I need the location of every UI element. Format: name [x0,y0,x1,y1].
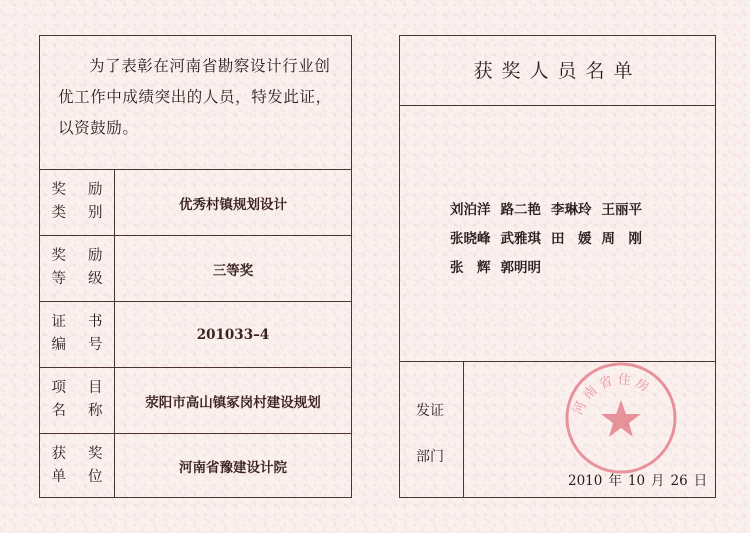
issuer-label-bottom: 部门 [416,449,444,465]
names-line-1 [450,196,700,225]
winner-name: 路二艳 [500,202,541,218]
official-seal-icon [563,360,679,476]
names-line-2 [450,225,700,254]
winner-name: 周 刚 [601,231,642,247]
issue-date [565,469,710,489]
winner-name: 王丽平 [601,202,642,218]
row-label-bottom: 名称 [51,403,125,419]
date-year-char: 年 [608,473,622,489]
names-line-3 [450,254,700,283]
certificate-number-value: 201033–4 [196,326,270,343]
winners-list-title: 获奖人员名单 [400,36,715,106]
date-month: 10 [627,473,646,489]
row-award-level [40,235,351,301]
winner-name: 郭明明 [500,260,541,276]
svg-text:河南省住房: 河南省住房 [570,372,655,418]
winner-name: 武雅琪 [500,231,541,247]
intro-rest: 优工作中成绩突出的人员，特发此证，以资鼓励。 [58,88,332,137]
row-label [40,434,125,497]
awarded-unit-value: 河南省豫建设计院 [179,459,287,476]
project-name-value: 荥阳市高山镇冢岗村建设规划 [145,394,321,411]
award-level-value: 三等奖 [212,262,254,279]
winner-name: 田 媛 [551,231,592,247]
issuer-label [400,362,464,497]
row-award-category [40,169,351,235]
issuer-label-top: 发证 [416,403,444,419]
certificate-intro [40,36,351,169]
issuer-section [400,361,715,497]
intro-line-1: 为了表彰在河南省勘察设计行业创 [89,57,331,75]
row-project-name [40,367,351,433]
row-awarded-unit [40,433,351,497]
row-label-bottom: 编号 [51,337,125,353]
row-label [40,368,125,433]
row-label-top: 项目 [51,380,125,396]
row-label [40,170,125,235]
row-label-bottom: 类别 [51,205,125,221]
date-year: 2010 [568,473,603,489]
winner-name: 张晓峰 [450,231,491,247]
winner-name: 张 辉 [450,260,491,276]
row-label-top: 证书 [51,314,125,330]
row-label-top: 奖励 [51,248,125,264]
row-label [40,236,125,301]
row-label-bottom: 等级 [51,271,125,287]
row-label-bottom: 单位 [51,469,125,485]
date-day: 26 [670,473,688,489]
winners-names [450,196,700,283]
certificate-left-panel [39,35,352,498]
row-label [40,302,125,367]
date-day-char: 日 [693,473,708,489]
row-label-top: 获奖 [51,446,125,462]
row-label-top: 奖励 [51,182,125,198]
award-category-value: 优秀村镇规划设计 [179,196,287,213]
winner-name: 刘泊洋 [450,202,491,218]
row-certificate-number [40,301,351,367]
certificate-right-panel [399,35,716,498]
winner-name: 李琳玲 [551,202,592,218]
date-month-char: 月 [651,473,665,489]
